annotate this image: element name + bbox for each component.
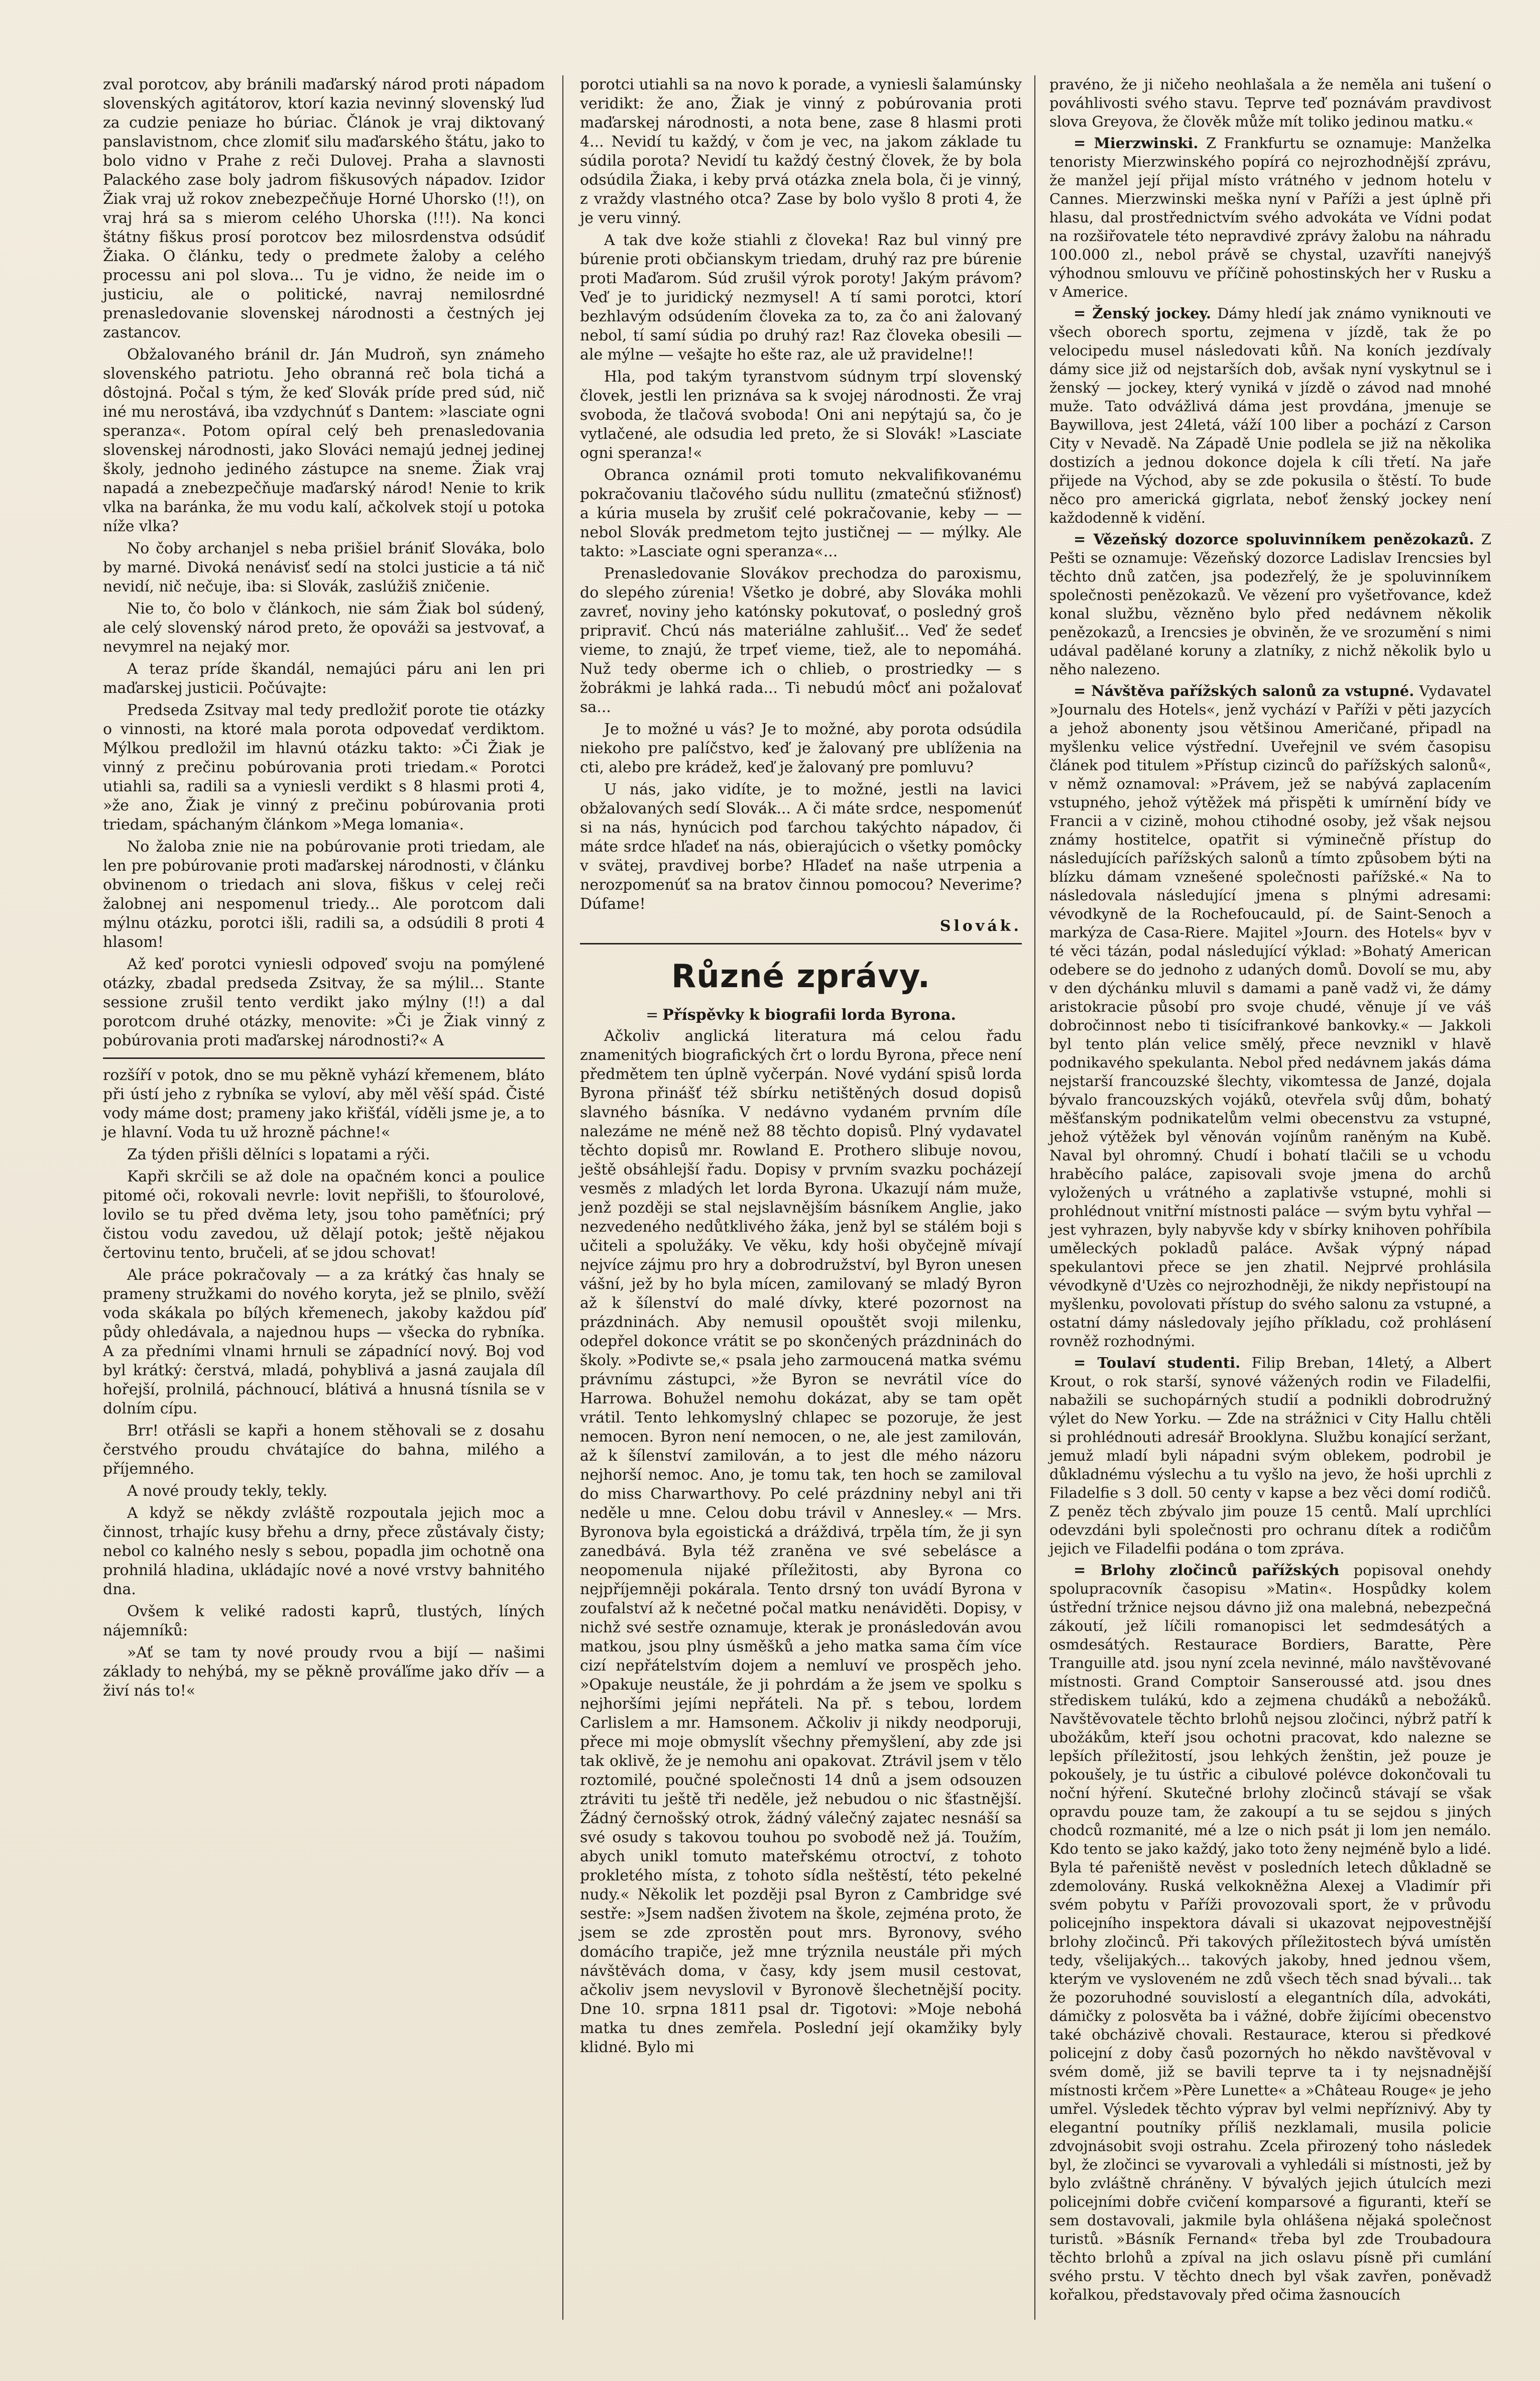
news-item: = Mierzwinski. Z Frankfurtu se oznamuje: Manželka tenoristy Mierzwinského popírá co nejrozhodnější zprávu, že manžel její přijal místo vrátného v jednom hotelu v Cannes. Mierzwinski meška nyní v Paříži a jest úplně při hlasu, dal prostřednictvím svého advokáta ve Vídni podat na rozšiřovatele této nepravdivé zprávy žalobu na náhradu 100.000 zl., nebol právě se chystal, uzavříti nanejvýš výhodnou smlouvu ve příčině pohostinských her v Rusku a v Americe. (1049, 135, 1491, 300)
article-paragraph: Je to možné u vás? Je to možné, aby porota odsúdila niekoho pre palíčstvo, keď je žalovaný pre ublíženia na cti, alebo pre krádež, keď je žalovaný pre pomluvu? (580, 721, 1022, 776)
news-item: = Vězeňský dozorce spoluvinníkem penězokazů. Z Pešti se oznamuje: Vězeňský dozorce Ladislav Irencsies byl těchto dnů zatčen, jsa podezřelý, že je spoluvinníkem společnosti penězokazů. Ve vězení pro vyšetřovance, kdež konal službu, vězněno bylo před nedávnem několik penězokazů, a Irencsies je obviněn, že ve srozumění s nimi udával padělané koruny a zlatníky, z nichž několik bylo u něho nalezeno. (1049, 531, 1491, 678)
news-paragraph: Ačkoliv anglická literatura má celou řadu znamenitých biografických črt o lordu Byrona, přece není předmětem ten úplně vyčerpán. Nové vydání spisů lorda Byrona přinášť též sbírku netištěných dosud dopisů slavného básníka. V nedávno vydaném prvním díle nalezáme ne méně než 88 těchto dopisů. Plný vydavatel těchto dopisů mr. Rowland E. Prothero slibuje novou, ještě obsáhlejší řadu. Dopisy v prvním svazku pocházejí vesměs z mladých let lorda Byrona. Ukazují nám muže, jenž později se stal nejslavnějším básníkem Anglie, jako nezvedeného nedůtklivého žáka, jenž byl se stálém boji s učiteli a spolužáky. Ve věku, kdy hoši obyčejně mívají nejvíce zájmu pro hry a dobrodružství, byl Byron unesen vášní, jež by ho byla mícen, zamilovaný se mladý Byron až k šílenství do malé dívky, které pozornost na prázdninách. Aby nemusil opouštět svoji milenku, odepřel dokonce vrátit se po skončených prázdninách do školy. »Podivte se,« psala jeho zarmoucená matka svému právnímu zástupci, »že Byron se nevrátil více do Harrowa. Bohužel nemohu dokázat, aby se tam opět vrátil. Tento lehkomyslný chlapec se pozoruje, že jest nemocen. Byron není nemocen, o ne, ale jest zamilován, až k šílenství zamilován, a to jest dle mého názoru nejhorší nemoc. Ano, je tomu tak, ten hoch se zamiloval do miss Charwarthovy. Po celé prázdniny nebyl ani tři neděle u mne. Celou dobu trávil v Annesley.« — Mrs. Byronova byla egoistická a dráždivá, trpěla tím, že ji syn zanedbává. Byla též zraněna ve své sebelásce a neopomenula nijaké příležitosti, aby Byrona co nejpříjemněji pokárala. Tento drsný ton uvádí Byrona v zoufalství až k nečetné počal matku nenáviděti. Dopisy, v nichž své sestře oznamuje, kterak je pronásledován avou matkou, jsou plny úsměšků a jeho matka sama čím více cizí nepřátelstvím dojem a nemluví ve prospěch jeho. »Opakuje neustále, že ji pohrdám a že jsem ve spolku s nejhoršími jejími nepřáteli. Na př. s tebou, lordem Carlislem a mr. Hamsonem. Ačkoliv ji nikdy neodporuji, přece mi moje obmyslít všechny přemyšlení, aby zde jsi tak oklivě, že je nemohu ani opakovat. Ztrávil jsem v tělo roztomilé, poučné společnosti 14 dnů a jsem odsouzen ztráviti tu ještě tři neděle, jež nebudou o nic šťastnější. Žádný černošský otrok, žádný válečný zajatec nesnáší sa své osudy s takovou touhou po svobodě než já. Toužím, abych unikl tomuto mateřskému otroctví, z tohoto prokletého místa, z tohoto sídla neštěstí, této pekelné nudy.« Několik let později psal Byron z Cambridge své sestře: »Jsem nadšen životem na škole, zejména proto, že jsem se zde zprostěn pout mrs. Byronovy, svého domácího trapiče, jež mne trýznila neustále při mých návštěvách doma, v časy, kdy jsem musil cestovat, ačkoliv jsem nevyslovil v Byronově šlechetnější pocity. Dne 10. srpna 1811 psal dr. Tigotovi: »Moje nebohá matka tu dnes zemřela. Poslední její okamžiky byly klidné. Bylo mi (580, 1027, 1022, 2056)
article-paragraph: Prenasledovanie Slovákov prechodza do paroxismu, do slepého zúrenia! Všetko je dobré, aby Slováka mohli zavreť, noviny jeho katónsky pokutovať, o posledný groš pripraviť. Chcú nás materiálne zahlušiť... Veď že sedeť vieme, to znajú, že trpeť vieme, tiež, ale to nepomáhá. Nuž tedy oberme ich o chlieb, o prostriedky — s žobrákmi je lahká rada... Ti nebudú môcť ani požalovať sa... (580, 565, 1022, 716)
section-divider (580, 943, 1022, 944)
news-item-title: Ženský jockey. (1092, 305, 1212, 322)
news-item-text: Dámy hledí jak známo vyniknouti ve všech oborech sportu, zejmena v jízdě, tak že po velocipedu musel následovati kůň. Na koních jezdívaly dámy sice již od nejstarších dob, avšak nyní vyskytnul se i ženský — jockey, který vyniká v jízdě o závod nad mnohé muže. Tato odvážlivá dáma jest provdána, jmenuje se Baywillova, jest 24letá, váží 100 liber a pochází z Carson City v Nevadě. Na Západě Unie podlela se již na několika dostizích a jednou dokonce dojela k cíli třetí. Na jaře přijede na Východ, aby se zde pokusila o štěstí. To bude něco pro americká gigrlata, neboť ženský jockey není každodenně k vidění. (1049, 305, 1491, 526)
column-divider (562, 75, 563, 2320)
news-item: = Toulaví studenti. Filip Breban, 14letý, a Albert Krout, o rok starší, synové vážených rodin ve Filadelfii, nabažili se suchopárných studií a podnikli dobrodružný výlet do New Yorku. — Zde na strážnici v City Hallu chtěli si prohlédnouti adresář Brooklyna. Službu konající seržant, jemuž mladí byli nápadni svým oblekem, podrobil je důkladnému výslechu a tu vyšlo na jevo, že hoši uprchli z Filadelfie s 3 doll. 50 centy v kapse a bez věci domí rodičů. Z peněz těch zbývalo jim pouze 15 centů. Malí uprchlíci odevzdáni byli společnosti pro ochranu dítek a rodičům jejich ve Filadelfii podána o tom zpráva. (1049, 1354, 1491, 1557)
news-item-title: Toulaví studenti. (1097, 1354, 1241, 1371)
feuilleton-paragraph: Za týden přišli dělníci s lopatami a rýči. (127, 1146, 430, 1163)
news-item-text: Vydavatel »Journalu des Hotels«, jenž vychází v Paříži v pěti jazycích a jehož abonenty jsou většinou Američané, připadl na myšlenku velice výstřední. Uveřejnil ve svém časopisu článek pod titulem »Přístup cizinců do pařížských salonů«, v němž oznamoval: »Právem, jež se nabývá zaplacením vstupného, jehož výtěžek má přispěti k umírnění bídy ve Francii a v cizině, mohou ctihodné osoby, jež však nejsou známy hostitelce, opatřit si výminečně přístup do následujících pařížských salonů a tímto způsobem býti na blízku dámam vznešené společnosti pařížské.« Na to následovala následující jmena s plnými adresami: vévodkyně de la Rochefoucauld, pí. de Saint-Senoch a markýza de Casa-Riere. Majitel »Journ. des Hotels« byv v té věci tázán, podal následující výklad: »Bohatý American odebere se do jednoho z udaných domů. Dovolí se mu, aby v den dýchánku mluvil s damami a paně vadž vi, že dámy aristokracie působí pro svoje chudé, věnuje jí ve váš dobročinnost nebo ti tisícifrankové bankovky.« — Jakkoli byl tento plán velice smělý, přece nevznikl v hlavě podnikavého spekulanta. Nebol před nedávnem jakás dáma nejstarší francouzské šlechty, vikomtessa de Janzé, dojala bývalo francouzských vojáků, otevřela svůj dům, bohatý měšťanským podnikatelům velmi obecenstvu za vstupné, jehož výtěžek byl věnován vojínům raněným na Kubě. Naval byl ohromný. Chudí i bohatí tlačili se u vchodu hraběcího paláce, zapisovali svoje jmena do archů vyložených u vrátného a zaplativše vstupné, mohli si prohlédnout vnitřní místnosti paláce — svým bytu vyhřal — jest vyhrazen, byly nabyvše kdy v sbírky knihoven pohříbila uměleckých pokladů paláce. Avšak výpný nápad spekulantovi přece se jen zhatil. Nejprvé prohlásila vévodkyně d'Uzès co nejrozhodněji, že nikdy nepřistoupí na myšlenku, povolovati přístup do svého salonu za vstupné, a ostatní dámy následovaly jejího příkladu, což prohlásení rovněž rozhodnými. (1049, 682, 1491, 1350)
news-item-title: Vězeňský dozorce spoluvinníkem penězokazů. (1093, 531, 1474, 548)
article-paragraph: No čoby archanjel s neba prišiel brániť Slováka, bolo by marné. Divoká nenávisť sedí na stolci justicie a tá nič nevidí, nič nečuje, iba: si Slovák, zaslúžiš zničenie. (103, 540, 545, 596)
feuilleton-paragraph: Kapři skrčili se až dole na opačném konci a poulice pitomé oči, rokovali nevrle: lovit nepřišli, to šťourolové, lovilo se tu před dvěma lety, jsou toho paměťníci; prý čistou vodu zavedou, už dělají potok; ještě nějakou čertovinu tento, bručeli, ať se jdou schovat! (103, 1168, 545, 1262)
news-item: = Ženský jockey. Dámy hledí jak známo vyniknouti ve všech oborech sportu, zejmena v jízdě, tak že po velocipedu musel následovati kůň. Na koních jezdívaly dámy sice již od nejstarších dob, avšak nyní vyskytnul se i ženský — jockey, který vyniká v jízdě o závod nad mnohé muže. Tato odvážlivá dáma jest provdána, jmenuje se Baywillova, jest 24letá, váží 100 liber a pochází z Carson City v Nevadě. Na Západě Unie podlela se již na několika dostizích a jednou dokonce dojela k cíli třetí. Na jaře přijede na Východ, aby se zde pokusila o štěstí. To bude něco pro americká gigrlata, neboť ženský jockey není každodenně k vidění. (1049, 305, 1491, 526)
feuilleton-paragraph: rozšíří v potok, dno se mu pěkně vyhází křemenem, bláto při ústí jeho z rybníka se vyloví, aby měl věší spád. Čisté vody máme dost; prameny jako křišťál, víděli jsme je, a to je hlavní. Voda tu už hrozně páchne!« (103, 1066, 545, 1141)
article-paragraph: Až keď porotci vyniesli odpoveď svoju na pomýlené otázky, zbadal predseda Zsitvay, že sa mýlil... Stante sessione zrušil tento verdikt jako mýlny (!!) a dal porotcom druhé otázky, menovite: »Či je Žiak vinný z pobúrovania proti maďarskej národnosti?« A (103, 956, 545, 1049)
author-signature: Slovák. (939, 917, 1022, 935)
news-item: = Návštěva pařížských salonů za vstupné. Vydavatel »Journalu des Hotels«, jenž vychází v Paříži v pěti jazycích a jehož abonenty jsou většinou Američané, připadl na myšlenku velice výstřední. Uveřejnil ve svém časopisu článek pod titulem »Přístup cizinců do pařížských salonů«, v němž oznamoval: »Právem, jež se nabývá zaplacením vstupného, jehož výtěžek má přispěti k umírnění bídy ve Francii a v cizině, mohou ctihodné osoby, jež však nejsou známy hostitelce, opatřit si výminečně přístup do následujících pařížských salonů a tímto způsobem býti na blízku dámam vznešené společnosti pařížské.« Na to následovala následující jmena s plnými adresami: vévodkyně de la Rochefoucauld, pí. de Saint-Senoch a markýza de Casa-Riere. Majitel »Journ. des Hotels« byv v té věci tázán, podal následující výklad: »Bohatý American odebere se do jednoho z udaných domů. Dovolí se mu, aby v den dýchánku mluvil s damami a paně vadž vi, že dámy aristokracie působí pro svoje chudé, věnuje jí ve váš dobročinnost nebo ti tisícifrankové bankovky.« — Jakkoli byl tento plán velice smělý, přece nevznikl v hlavě podnikavého spekulanta. Nebol před nedávnem jakás dáma nejstarší francouzské šlechty, vikomtessa de Janzé, dojala bývalo francouzských vojáků, otevřela svůj dům, bohatý měšťanským podnikatelům velmi obecenstvu za vstupné, jehož výtěžek byl věnován vojínům raněným na Kubě. Naval byl ohromný. Chudí i bohatí tlačili se u vchodu hraběcího paláce, zapisovali svoje jmena do archů vyložených u vrátného a zaplativše vstupné, mohli si prohlédnout vnitřní místnosti paláce — svým bytu vyhřal — jest vyhrazen, byly nabyvše kdy v sbírky knihoven pohříbila uměleckých pokladů paláce. Avšak výpný nápad spekulantovi přece se jen zhatil. Nejprvé prohlásila vévodkyně d'Uzès co nejrozhodněji, že nikdy nepřistoupí na myšlenku, povolovati přístup do svého salonu za vstupné, a ostatní dámy následovaly jejího příkladu, což prohlásení rovněž rozhodnými. (1049, 682, 1491, 1350)
news-title-text: Příspěvky k biografii lorda Byrona. (662, 1006, 956, 1024)
article-paragraph: A tak dve kože stiahli z človeka! Raz bul vinný pre búrenie proti občianskym triedam, druhý raz pre búrenie proti Maďarom. Súd zrušil výrok poroty! Jakým právom? Veď je to juridický nezmysel! A tí sami porotci, ktorí bezhlavým odsúdením človeka za to, za čo ani žalovaný nebol, tí samí súdia po druhý raz! Raz človeka obesili — ale mýlne — vešajte ho ešte raz, ale už pravidelne!! (580, 231, 1022, 364)
news-item-text: Z Pešti se oznamuje: Vězeňský dozorce Ladislav Irencsies byl těchto dnů zatčen, jsa podezřelý, že je spoluvinníkem společnosti penězokazů. Ve vězení pro vyšetřovance, kdež konal službu, vězněno bylo před nedávnem několik penězokazů, a Irencsies je obviněn, že ve srozumění s nimi udával padělané koruny a zlatníky, z nichž několik bylo u něho nalezeno. (1049, 531, 1491, 678)
article-paragraph: A teraz príde škandál, nemajúci páru ani len pri maďarskej justicii. Počúvajte: (103, 660, 545, 697)
feuilleton-paragraph: »Ať se tam ty nové proudy rvou a bijí — našimi základy to nehýbá, my se pěkně prováľíme jako dřív — a živí nás to!« (103, 1644, 545, 1700)
article-paragraph: Predseda Zsitvay mal tedy predložiť porote tie otázky o vinnosti, na ktoré mala porota odpovedať verdiktom. Mýlkou predložil im hlavnú otázku takto: »Či Žiak je vinný z prečinu pobúrovania proti triedam.« Porotci utiahli sa, radili sa a vyniesli verdikt s 8 hlasmi proti 4, »že ano, Žiak je vinný z prečinu pobúrovania proti triedam, spáchaným článkom »Mega lomania«. (103, 701, 545, 834)
news-item-title: Brlohy zločinců pařížských (1100, 1562, 1340, 1579)
article-paragraph: zval porotcov, aby bránili maďarský národ proti nápadom slovenských agitátorov, ktorí kazia nevinný slovenský ľud za cudzie peniaze ho búriac. Článok je vraj diktovaný panslavistnom, chce zlomiť silu maďarského štátu, jako to bolo vidno v Prahe z reči Dulovej. Praha a slavnosti Palackého zase boly jadrom fiškusových nápadov. Izidor Žiak vraj už rokov znebezpečňuje Horné Uhorsko (!!), on vraj hrá sa s mierom celého Uhorska (!!!). Na konci štátny fiškus prosí porotcov bez milosrdenstva odsúdiť Žiaka. O článku, tedy o predmete žaloby a celého processu ani pol slova... Tu je vidno, že neide im o justiciu, ale o politické, navraj nemilosrdné prenasledovanie slovenskej národnosti a čestných jej zastancov. (103, 76, 545, 341)
news-item-text: popisoval onehdy spolupracovník časopisu »Matin«. Hospůdky kolem ústřední tržnice nejsou dávno již ona malebná, nebezpečná zákoutí, jež líčili romanopisci let sedmdesátých a osmdesátých. Restaurace Bordiers, Baratte, Père Tranguille atd. jsou nyní zcela nevinné, málo navštěvované místnosti. Grand Comptoir Sanseroussé atd. jsou dnes střediskem tulákú, kdo a zejmena chudáků a nebožáků. Navštěvovatele těchto brlohů nejsou zločinci, nýbrž patří k ubožákům, kteří jsou ochotni pracovat, kdo nalezne se lepších příležitostí, jsou lehkých ženštin, jež pouze je pokoušely, je tu ústřic a cibulové polévce dokončovali tu noční hýření. Skutečné brlohy zločinců stávají se však opravdu pouze tam, že zakoupí a tu se sejdou s jiných chodců rozmanité, mé a lze o nich psát ji lom jen nemálo. Kdo tento se jako každý, jako toto ženy nejméně bylo a lidé. Byla té pařeniště nevěst v posledních letech důkladně se zdemolovány. Ruská velkokněžna Alexej a Vladimír při svém pobytu v Paříži provozovali sport, že v průvodu policejního inspektora dávali si ukazovat nejpovestnější brlohy zločinců. Při takových příležitostech bývá umístěn tedy, všelijakých... takových jakoby, hned jednou všem, kterým ve vysloveném ne zdů všech těch snad bývali... tak že pozoruhodné souvislostí a elegantních díla, advokáti, dámičky z polosvěta ba i vážné, dobře žijícími obecenstvo také obcházivě chovali. Restaurace, kterou si předkové policejní z doby časů pozorných ho někdo navštěvoval v svém domě, již se bavili teprve ta i ty nejsnadnější místnosti krčem »Père Lunette« a »Château Rouge« je jeho umřel. Výsledek těchto výprav byl velmi nepříznivý. Aby ty elegantní poutníky příliš nezklamali, musila policie zdvojnásobit svoji ostrahu. Zcela přirozený toho následek byl, že zločinci se vyvarovali a vyhledáli si místnosti, jež by bylo zvláštně chráněny. V bývalých jejich útulcích mezi policejními dobře cvičení komparsové a figuranti, kteří se sem dostavovali, jakmile byla ohlášena nějaká společnost turistů. »Básník Fernand« třeba byl zde Troubadoura těchto brlohů a zpíval na jich oslavu písně při cumlání svého prstu. V těchto dnech byl však zavřen, poněvadž kořalkou, představovaly před očima žasnoucích (1049, 1562, 1491, 2303)
news-item-title: Návštěva pařížských salonů za vstupné. (1091, 682, 1414, 699)
column-3 (1049, 75, 1491, 2307)
article-paragraph: Hla, pod takým tyranstvom súdnym trpí slovenský človek, jestli len priznáva sa k svojej národnosti. Že vraj svoboda, že tlačová svoboda! Oni ani nepýtajú sa, čo je vytlačené, ale odsudia led preto, že si Slovák! »Lasciate ogni speranza!« (580, 368, 1022, 462)
article-paragraph: No žaloba znie nie na pobúrovanie proti triedam, ale len pre pobúrovanie proti maďarskej národnosti, v článku obvinenom o triedach ani slova, fiškus v celej reči žalobnej ani nespomenul triedy... Ale porotcom dali mýlnu otázku, porotci išli, radili sa, a odsúdili 8 proti 4 hlasom! (103, 838, 545, 951)
article-paragraph: U nás, jako vidíte, je to možné, jestli na lavici obžalovaných sedí Slovák... A či máte srdce, nespomenúť si na nás, hynúcich pod ťarchou takýchto nápadov, či máte srdce hľadeť na nás, obierajúcich o všetky pomôcky v svätej, pravdivej borbe? Hľadeť na naše utrpenia a nerozpomenúť sa na bratov činnou pomocou? Neverime? Dúfame! (580, 781, 1022, 913)
feuilleton-paragraph: A když se někdy zvláště rozpoutala jejich moc a činnost, trhajíc kusy břehu a drny, přece zůstávaly čisty; nebol co kalného nesly s sebou, popadla jim ochotně ona prohnilá hladina, ukládajíc nové a nové vrstvy bahnitého dna. (103, 1504, 545, 1598)
news-item: = Brlohy zločinců pařížských popisoval onehdy spolupracovník časopisu »Matin«. Hospůdky kolem ústřední tržnice nejsou dávno již ona malebná, nebezpečná zákoutí, jež líčili romanopisci let sedmdesátých a osmdesátých. Restaurace Bordiers, Baratte, Père Tranguille atd. jsou nyní zcela nevinné, málo navštěvované místnosti. Grand Comptoir Sanseroussé atd. jsou dnes střediskem tulákú, kdo a zejmena chudáků a nebožáků. Navštěvovatele těchto brlohů nejsou zločinci, nýbrž patří k ubožákům, kteří jsou ochotni pracovat, kdo nalezne se lepších příležitostí, jsou lehkých ženštin, jež pouze je pokoušely, je tu ústřic a cibulové polévce dokončovali tu noční hýření. Skutečné brlohy zločinců stávají se však opravdu pouze tam, že zakoupí a tu se sejdou s jiných chodců rozmanité, mé a lze o nich psát ji lom jen nemálo. Kdo tento se jako každý, jako toto ženy nejméně bylo a lidé. Byla té pařeniště nevěst v posledních letech důkladně se zdemolovány. Ruská velkokněžna Alexej a Vladimír při svém pobytu v Paříži provozovali sport, že v průvodu policejního inspektora dávali si ukazovat nejpovestnější brlohy zločinců. Při takových příležitostech bývá umístěn tedy, všelijakých... takových jakoby, hned jednou všem, kterým ve vysloveném ne zdů všech těch snad bývali... tak že pozoruhodné souvislostí a elegantních díla, advokáti, dámičky z polosvěta ba i vážné, dobře žijícími obecenstvo také obcházivě chovali. Restaurace, kterou si předkové policejní z doby časů pozorných ho někdo navštěvoval v svém domě, již se bavili teprve ta i ty nejsnadnější místnosti krčem »Père Lunette« a »Château Rouge« je jeho umřel. Výsledek těchto výprav byl velmi nepříznivý. Aby ty elegantní poutníky příliš nezklamali, musila policie zdvojnásobit svoji ostrahu. Zcela přirozený toho následek byl, že zločinci se vyvarovali a vyhledáli si místnosti, jež by bylo zvláštně chráněny. V bývalých jejich útulcích mezi policejními dobře cvičení komparsové a figuranti, kteří se sem dostavovali, jakmile byla ohlášena nějaká společnost turistů. »Básník Fernand« třeba byl zde Troubadoura těchto brlohů a zpíval na jich oslavu písně při cumlání svého prstu. V těchto dnech byl však zavřen, poněvadž kořalkou, představovaly před očima žasnoucích (1049, 1562, 1491, 2303)
article-paragraph: porotci utiahli sa na novo k porade, a vyniesli šalamúnsky veridikt: že ano, Žiak je vinný z pobúrovania proti maďarskej národnosti, a nota bene, zase 8 hlasmi proti 4... Nevidí tu každý, v čom je vec, na jakom základe tu súdila porota? Nevidí tu každý čestný človek, že by bola odsúdila Žiaka, i keby prvá otázka znela bola, či je vinný, z vraždy vlastného otca? Zase by bolo vyšlo 8 proti 4, že je veru vinný. (580, 76, 1022, 227)
section-headline: Různé zprávy. (671, 958, 931, 995)
column-2 (580, 75, 1022, 2060)
feuilleton-paragraph: Ovšem k veliké radosti kaprů, tlustých, líných nájemníků: (103, 1603, 545, 1639)
news-item-text: Z Frankfurtu se oznamuje: Manželka tenoristy Mierzwinského popírá co nejrozhodnější zprávu, že manžel její přijal místo vrátného v jednom hotelu v Cannes. Mierzwinski meška nyní v Paříži a jest úplně při hlasu, dal prostřednictvím svého advokáta ve Vídni podat na rozšiřovatele této nepravdivé zprávy žalobu na náhradu 100.000 zl., nebol právě se chystal, uzavříti nanejvýš výhodnou smlouvu ve příčině pohostinských her v Rusku a v Americe. (1049, 135, 1491, 300)
feuilleton-paragraph: Brr! otřásli se kapři a honem stěhovali se z dosahu čerstvého proudu chvátajíce do bahna, milého a příjemného. (103, 1422, 545, 1478)
column-1 (103, 75, 545, 1704)
column-divider (1034, 75, 1035, 2320)
feuilleton-paragraph: A nové proudy tekly, tekly. (127, 1482, 328, 1500)
news-paragraph: pravéno, že ji ničeho neohlašala a že neměla ani tušení o pováhlivosti svého stavu. Teprve teď poznávám pravdivost slova Greyova, že člověk může mít toliko jedinou matku.« (1049, 76, 1491, 130)
article-paragraph: Obžalovaného bránil dr. Ján Mudroň, syn známeho slovenského patriotu. Jeho obranná reč bola tichá a dôstojná. Počal s tým, že keď Slovák príde pred súd, nič iné mu nerostává, iba vzdychnúť s Dantem: »lasciate ogni speranza«. Potom opíral celý beh prenasledovania slovenskej národnosti, jako Slováci nemajú jednej jedinej školy, jednoho jediného zástupce na sneme. Žiak vraj napadá a znebezpečňuje maďarský národ! Nenie to krik vlka na baránka, že mu vodu kalí, ačkolvek stojí u potoka níže vlka? (103, 346, 545, 535)
article-paragraph: Nie to, čo bolo v článkoch, nie sám Žiak bol súdený, ale celý slovenský národ preto, že opováži sa jestvovať, a nevymrel na nejaký mor. (103, 600, 545, 656)
feuilleton-paragraph: Ale práce pokračovaly — a za krátký čas hnaly se prameny stružkami do nového koryta, jež se plnilo, svěží voda skákala po bílých křemenech, jakoby každou píď půdy ohledávala, a najednou hups — všecka do rybníka. A za předními vlnami hrnuli se západnící nový. Boj vod byl krátký: čerstvá, mladá, pohyblivá a jasná zaujala díl hořejší, prolnilá, páchnoucí, blátivá a hnusná tísnila se v dolním cípu. (103, 1266, 545, 1417)
news-item-title: Mierzwinski. (1094, 135, 1199, 152)
news-title: = Příspěvky k biografii lorda Byrona. (646, 1006, 956, 1024)
section-divider (103, 1057, 545, 1059)
article-paragraph: Obranca oznámil proti tomuto nekvalifikovanému pokračovaniu tlačového súdu nullitu (zmatečnú sťižnosť) a kúria musela by zrušiť celé pokračovanie, keby — — nebol Slovák predmetom tejto justičnej — — mýlky. Ale takto: »Lasciate ogni speranza«... (580, 466, 1022, 560)
news-item-text: Filip Breban, 14letý, a Albert Krout, o rok starší, synové vážených rodin ve Filadelfii, nabažili se suchopárných studií a podnikli dobrodružný výlet do New Yorku. — Zde na strážnici v City Hallu chtěli si prohlédnouti adresář Brooklyna. Službu konající seržant, jemuž mladí byli nápadni svým oblekem, podrobil je důkladnému výslechu a tu vyšlo na jevo, že hoši uprchli z Filadelfie s 3 doll. 50 centy v kapse a bez věci domí rodičů. Z peněz těch zbývalo jim pouze 15 centů. Malí uprchlíci odevzdáni byli společnosti pro ochranu dítek a rodičům jejich ve Filadelfii podána o tom zpráva. (1049, 1354, 1491, 1557)
